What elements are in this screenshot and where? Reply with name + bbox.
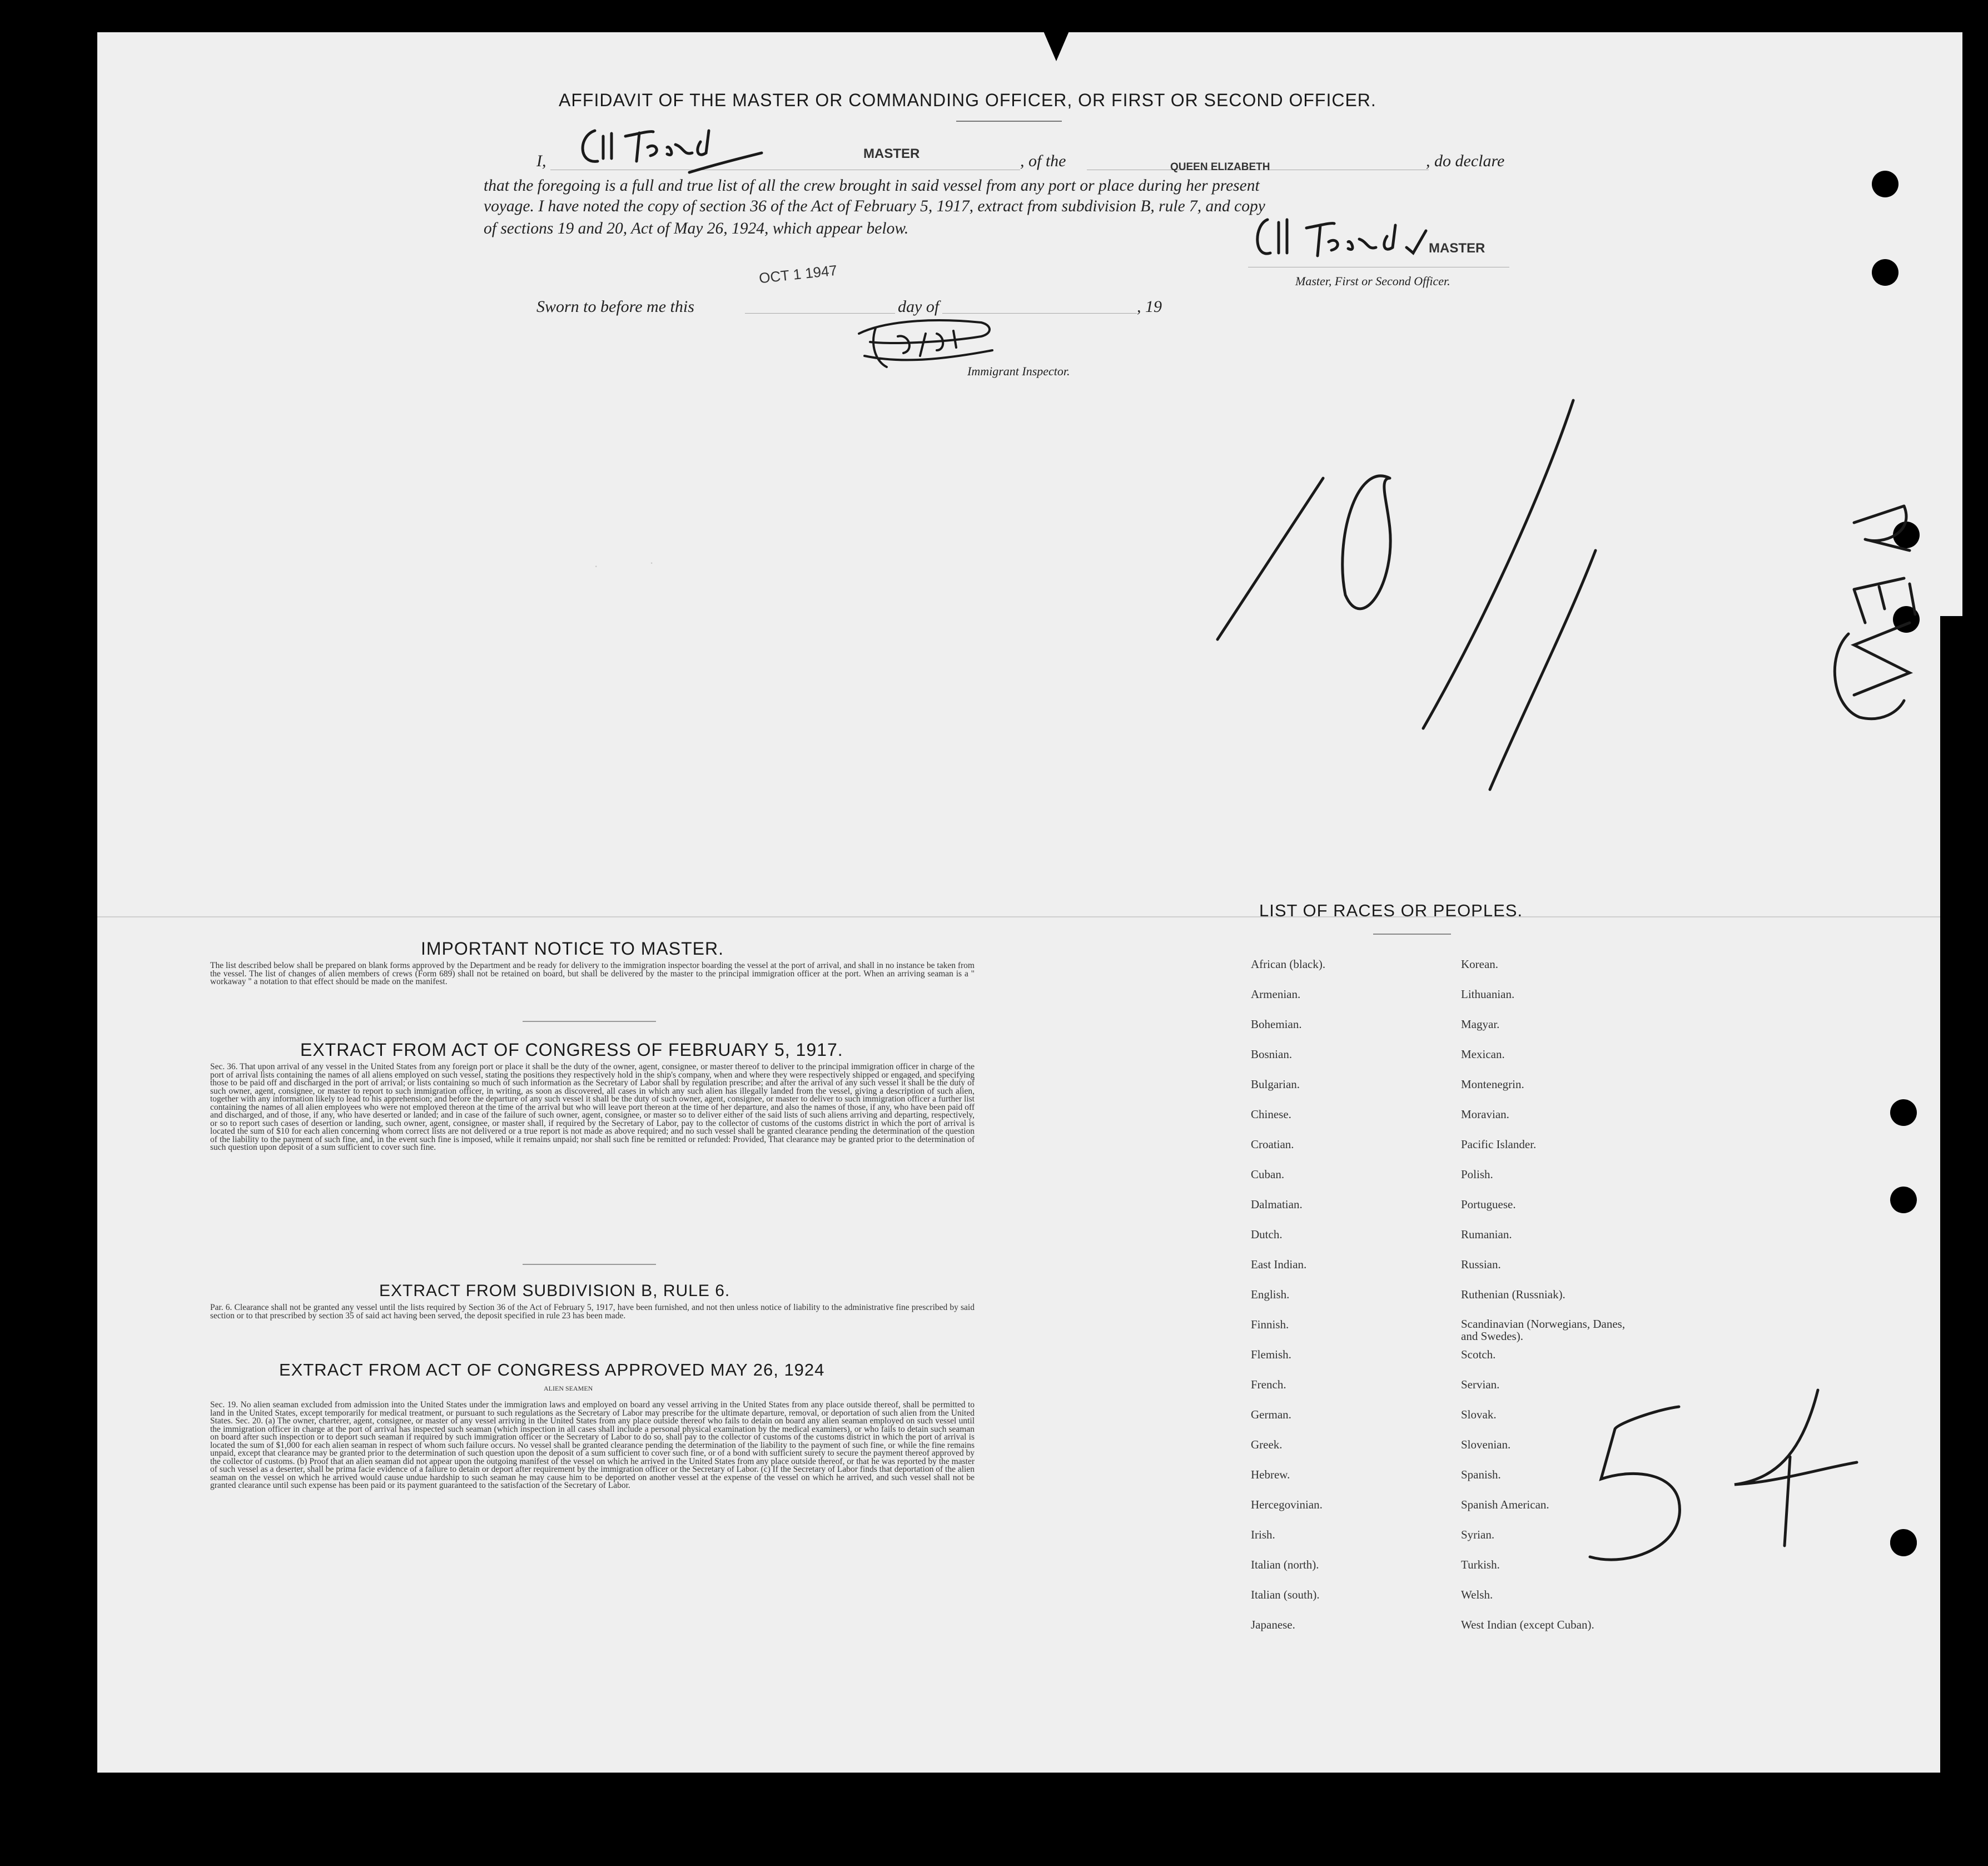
race-item: Greek. (1251, 1438, 1283, 1451)
race-item: French. (1251, 1378, 1286, 1391)
race-item: Hercegovinian. (1251, 1498, 1323, 1511)
extract3-title: EXTRACT FROM ACT OF CONGRESS APPROVED MAY 26, 1924 (279, 1360, 825, 1379)
race-item: Flemish. (1251, 1348, 1291, 1361)
race-item: Spanish American. (1461, 1498, 1549, 1511)
race-item: Croatian. (1251, 1138, 1294, 1151)
annotation-right (1793, 489, 1926, 740)
affidavit-i: I, (536, 152, 546, 170)
heading-rule (956, 121, 1062, 122)
race-item: Italian (north). (1251, 1558, 1319, 1571)
bleed-through-text: . · (595, 556, 653, 570)
affidavit-line-3: voyage. I have noted the copy of section 36 of the Act of February 5, 1917, extract from subdivision B, rule 7, and copy (484, 197, 1265, 215)
page-fold-line (97, 916, 1940, 917)
year-text: , 19 (1137, 297, 1162, 316)
race-item: Rumanian. (1461, 1228, 1512, 1241)
race-item: English. (1251, 1288, 1290, 1301)
affidavit-heading: AFFIDAVIT OF THE MASTER OR COMMANDING OFFICER, OR FIRST OR SECOND OFFICER. (559, 90, 1376, 110)
affidavit-do-declare: , do declare (1426, 152, 1505, 170)
race-item: Mexican. (1461, 1048, 1505, 1061)
race-item: Slovak. (1461, 1408, 1497, 1421)
inspector-signature (848, 311, 1015, 378)
extract1-text: Sec. 36. That upon arrival of any vessel in the United States from any foreign port or place it shall be the duty of the owner, agent, consignee, or master thereof to deliver to the principal immigration officer in charge of the port of arrival lists containing the names of all aliens employed on such vessel, stating the positions they respectively hold in the ship's company, when and where they were respectively shipped or engaged, and specifying those to be paid off and discharged in the port of arrival; or lists containing so much of such information as the Secretary of Labor shall by regulation prescribe; and after the arrival of any such vessel it shall be the duty of such owner, agent, consignee, or master to report to such immigration officer, in writing, as soon as discovered, all cases in which any such alien has illegally landed from the vessel, giving a description of such alien, together with any information likely to lead to his apprehension; and before the departure of any such vessel it shall be the duty of such owner, agent, consignee, or master to deliver to such immigration officer a further list containing the names of all alien employees who were not employed thereon at the time of the arrival but who will leave port thereon at the time of her departure, and also the names of those, if any, who have been paid off and discharged, and of those, if any, who have deserted or landed; and in case of the failure of such owner, agent, consignee, or master so to deliver either of the said lists of such aliens arriving and departing, respectively, or so to report such cases of desertion or landing, such owner, agent, consignee, or master shall, if required by the Secretary of Labor, pay to the collector of customs of the customs district in which the port of arrival is located the sum of $10 for each alien concerning whom correct lists are not delivered or a true report is not made as above required; and no such vessel shall be granted clearance pending the determination of the question of the liability to the payment of such fine, and, in the event such fine is imposed, while it remains unpaid; nor shall such fine be remitted or refunded: Provided, That clearance may be granted prior to the determination of such question upon deposit of a sum sufficient to cover such fine. (210, 1062, 975, 1152)
punch-hole (1872, 259, 1898, 286)
race-item: Russian. (1461, 1258, 1501, 1271)
race-item: Servian. (1461, 1378, 1500, 1391)
punch-hole (1872, 171, 1898, 197)
race-item: West Indian (except Cuban). (1461, 1618, 1594, 1631)
notice-rule (523, 1021, 656, 1022)
race-item: German. (1251, 1408, 1291, 1421)
punch-hole (1890, 1187, 1917, 1213)
race-item: Moravian. (1461, 1108, 1509, 1121)
extract2-title: EXTRACT FROM SUBDIVISION B, RULE 6. (379, 1282, 730, 1300)
race-item: Dutch. (1251, 1228, 1283, 1241)
extract3-subtitle: ALIEN SEAMEN (544, 1384, 593, 1392)
extract1-rule (523, 1264, 656, 1265)
notice-text: The list described below shall be prepared on blank forms approved by the Department and be ready for delivery to the immigration inspector boarding the vessel at the port of arrival, and shall in no instance be taken from the vessel. The list of changes of alien members of crews (Form 689) shall not be retained on board, but shall be delivered by the master to the principal immigration officer at the port. When an arriving seaman is a " workaway " a notation to that effect should be made on the manifest. (210, 961, 975, 986)
extract2-text: Par. 6. Clearance shall not be granted any vessel until the lists required by Section 36 of the Act of February 5, 1917, have been furnished, and not then unless notice of liability to the administrative fine prescribed by said section or to that prescribed by section 35 of said act having been served, the deposit specified in rule 23 has been made. (210, 1303, 975, 1321)
day-of-text: day of (898, 297, 940, 316)
vessel-stamp: QUEEN ELIZABETH (1170, 161, 1270, 173)
race-item: Magyar. (1461, 1018, 1500, 1031)
extract1-title: EXTRACT FROM ACT OF CONGRESS OF FEBRUARY 5, 1917. (300, 1040, 843, 1060)
races-rule (1373, 934, 1451, 935)
punch-hole (1890, 1529, 1917, 1556)
races-left-column (1251, 957, 1325, 1648)
master-signature-2 (1251, 209, 1434, 275)
race-item: Scandinavian (Norwegians, Danes, and Swedes). (1461, 1317, 1626, 1343)
punch-hole (1890, 1099, 1917, 1126)
page-tear-notch (1040, 22, 1073, 61)
inspector-label: Immigrant Inspector. (967, 364, 1070, 378)
master-stamp: MASTER (863, 146, 920, 161)
race-item: Portuguese. (1461, 1198, 1516, 1211)
race-item: Dalmatian. (1251, 1198, 1303, 1211)
affidavit-of-the: , of the (1020, 152, 1066, 170)
race-item: Syrian. (1461, 1528, 1495, 1541)
race-item: Armenian. (1251, 987, 1301, 1001)
race-item: Finnish. (1251, 1318, 1289, 1331)
race-item: East Indian. (1251, 1258, 1307, 1271)
race-item: Irish. (1251, 1528, 1275, 1541)
master-stamp-2: MASTER (1429, 241, 1485, 256)
race-item: African (black). (1251, 957, 1326, 971)
race-item: Hebrew. (1251, 1468, 1290, 1481)
affidavit-line-4: of sections 19 and 20, Act of May 26, 1924, which appear below. (484, 220, 909, 237)
race-item: Bulgarian. (1251, 1078, 1300, 1091)
extract3-text: Sec. 19. No alien seaman excluded from admission into the United States under the immigration laws and employed on board any vessel arriving in the United States from any place outside thereof, shall be permitted to land in the United States, except temporarily for medical treatment, or pursuant to such regulations as the Secretary of Labor may prescribe for the ultimate departure, removal, or deportation of such alien from the United States. Sec. 20. (a) The owner, charterer, agent, consignee, or master of any vessel arriving in the United States from any place outside thereof who fails to detain on board any alien seaman employed on such vessel until the immigration officer in charge at the port of arrival has inspected such seaman (which inspection in all cases shall include a personal physical examination by the medical examiners), or who fails to detain such seaman on board after such inspection or to deport such seaman if required by such immigration officer or the Secretary of Labor to do so, shall pay to the collector of customs of the customs district in which the port of arrival is located the sum of $1,000 for each alien seaman in respect of whom such failure occurs. No vessel shall be granted clearance pending the determination of the liability to the payment of such fine, or while the fine remains unpaid, except that clearance may be granted prior to the determination of such question upon the deposit of a sum sufficient to cover such fine, or of a bond with sufficient surety to secure the payment thereof approved by the collector of customs. (b) Proof that an alien seaman did not appear upon the outgoing manifest of the vessel on which he arrived in the United States from any place outside thereof, or that he was reported by the master of such vessel as a deserter, shall be prima facie evidence of a failure to detain or deport after requirement by the immigration officer or the Secretary of Labor. (c) If the Secretary of Labor finds that deportation of the alien seaman on the vessel on which he arrived would cause undue hardship to such seaman he may cause him to be deported on another vessel at the expense of the vessel on which he arrived, and such vessel shall not be granted clearance until such expense has been paid or its payment guaranteed to the satisfaction of the Secretary of Labor. (210, 1400, 975, 1490)
affidavit-line-2: that the foregoing is a full and true list of all the crew brought in said vessel from any port or place during her present (484, 177, 1260, 195)
race-item: Cuban. (1251, 1168, 1285, 1181)
date-stamp: OCT 1 1947 (758, 261, 838, 287)
race-item: Pacific Islander. (1461, 1138, 1537, 1151)
race-item: Lithuanian. (1461, 987, 1515, 1001)
race-item: Japanese. (1251, 1618, 1295, 1631)
race-item: Polish. (1461, 1168, 1493, 1181)
signer-label: Master, First or Second Officer. (1295, 274, 1450, 288)
race-item: Ruthenian (Russniak). (1461, 1288, 1565, 1301)
races-right-column (1461, 957, 1644, 1648)
sworn-text: Sworn to before me this (536, 297, 694, 316)
race-item: Bosnian. (1251, 1048, 1293, 1061)
race-item: Bohemian. (1251, 1018, 1302, 1031)
notice-title: IMPORTANT NOTICE TO MASTER. (421, 939, 724, 959)
races-title: LIST OF RACES OR PEOPLES. (1259, 901, 1523, 920)
race-item: Scotch. (1461, 1348, 1496, 1361)
page-edge (1940, 32, 1962, 616)
race-item: Welsh. (1461, 1588, 1493, 1601)
race-item: Italian (south). (1251, 1588, 1320, 1601)
master-signature (573, 120, 773, 175)
race-item: Korean. (1461, 957, 1499, 971)
race-item: Chinese. (1251, 1108, 1291, 1121)
annotation-number (1212, 400, 1601, 801)
race-item: Slovenian. (1461, 1438, 1511, 1451)
race-item: Turkish. (1461, 1558, 1500, 1571)
race-item: Montenegrin. (1461, 1078, 1524, 1091)
race-item: Spanish. (1461, 1468, 1501, 1481)
